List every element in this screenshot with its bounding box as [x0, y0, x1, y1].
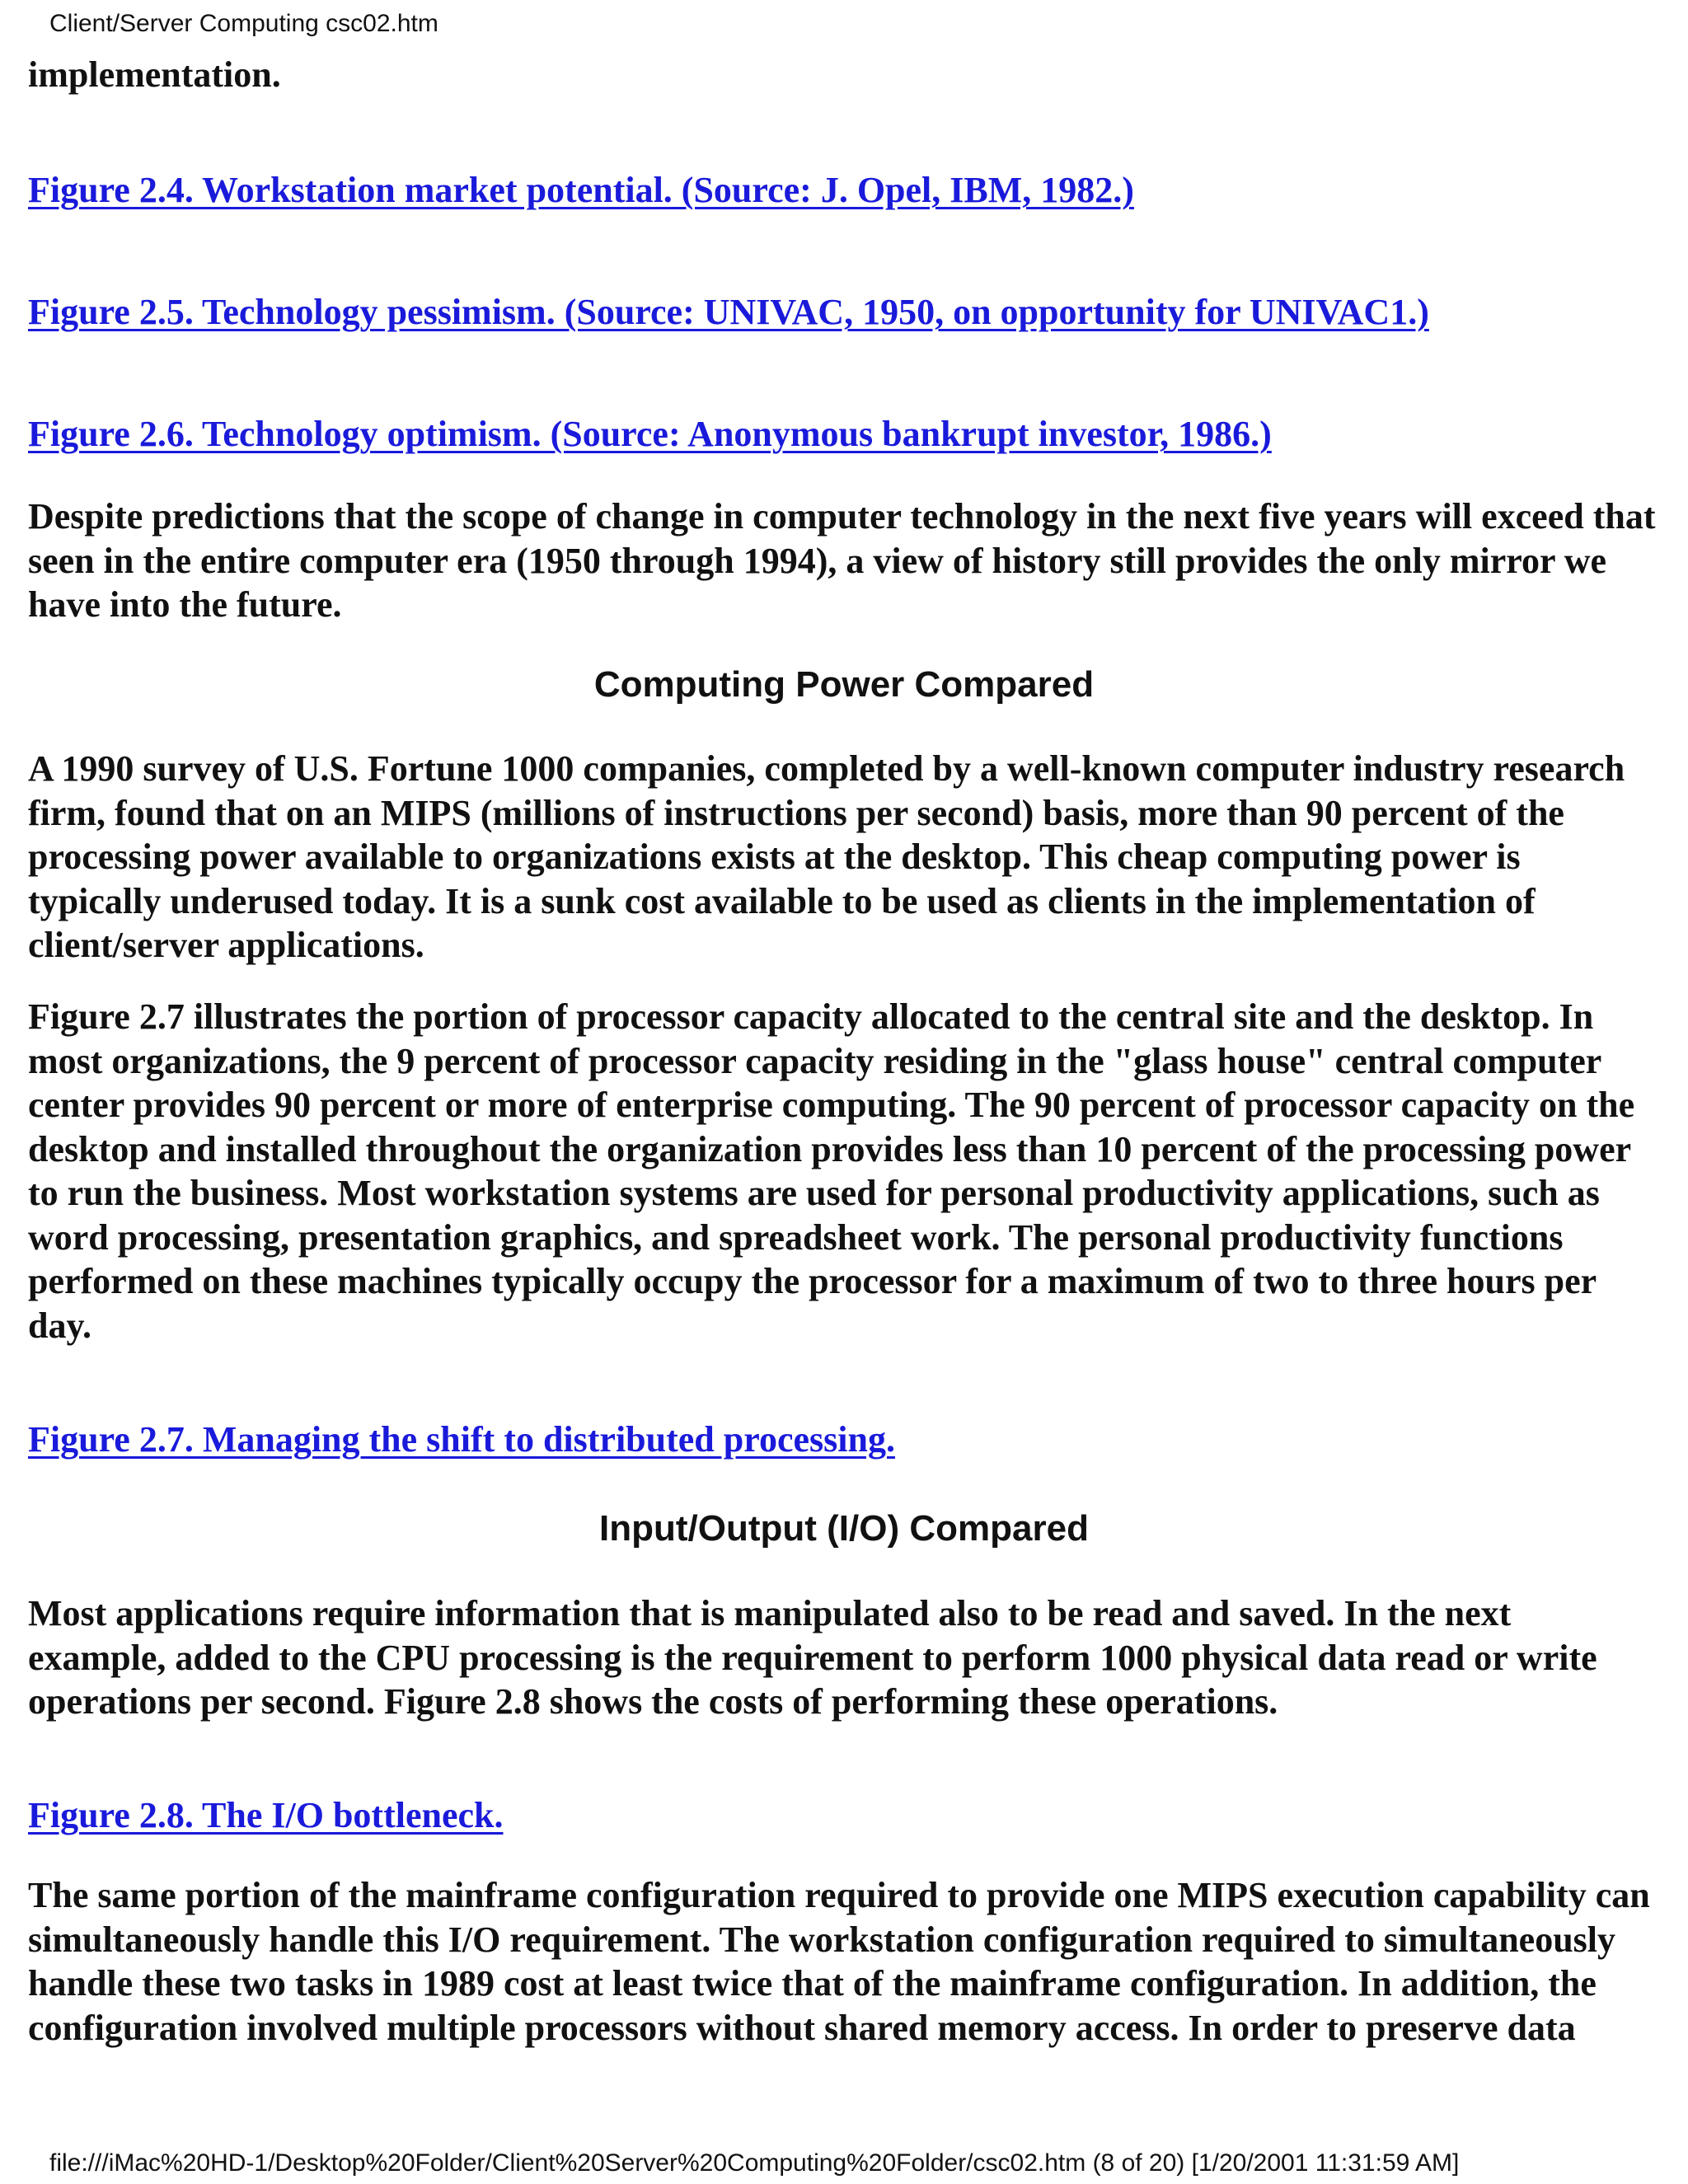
lead-text: implementation.: [28, 54, 281, 95]
figure-2-8-link[interactable]: Figure 2.8. The I/O bottleneck.: [28, 1795, 504, 1835]
paragraph-mainframe: The same portion of the mainframe configuration required to provide one MIPS execution capability can simultaneously handle this I/O requirement. The workstation configuration required to simultaneously handle these two tasks in 1989 cost at least twice that of the mainframe configuration. In addition, the configuration involved multiple processors without shared memory access. In order to preserve data: [28, 1875, 1650, 2048]
paragraph-io-example: Most applications require information that is manipulated also to be read and saved. In the next example, added to the CPU processing is the requirement to perform 1000 physical data read or write operations per second. Figure 2.8 shows the costs of performing these operations.: [28, 1593, 1597, 1722]
figure-2-4-link[interactable]: Figure 2.4. Workstation market potential. (Source: J. Opel, IBM, 1982.): [28, 170, 1134, 210]
paragraph-survey: A 1990 survey of U.S. Fortune 1000 companies, completed by a well-known computer industry research firm, found that on an MIPS (millions of instructions per second) basis, more than 90 percent of the processing power available to organizations exists at the desktop. This cheap computing power is typically underused today. It is a sunk cost available to be used as clients in the implementation of client/server applications.: [28, 748, 1625, 965]
figure-2-7-link[interactable]: Figure 2.7. Managing the shift to distributed processing.: [28, 1419, 895, 1460]
heading-computing-power: Computing Power Compared: [593, 664, 1095, 705]
figure-2-5-link[interactable]: Figure 2.5. Technology pessimism. (Source: UNIVAC, 1950, on opportunity for UNIVAC1.): [28, 292, 1429, 332]
paragraph-figure-2-7: Figure 2.7 illustrates the portion of processor capacity allocated to the central site and the desktop. In most organizations, the 9 percent of processor capacity residing in the "glass house" central computer center provides 90 percent or more of enterprise computing. The 90 percent of processor capacity on the desktop and installed throughout the organization provides less than 10 percent of the processing power to run the business. Most workstation systems are used for personal productivity applications, such as word processing, presentation graphics, and spreadsheet work. The personal productivity functions performed on these machines typically occupy the processor for a maximum of two to three hours per day.: [28, 996, 1635, 1346]
figure-2-6-link[interactable]: Figure 2.6. Technology optimism. (Source: Anonymous bankrupt investor, 1986.): [28, 414, 1272, 454]
print-footer: file:///iMac%20HD-1/Desktop%20Folder/Client%20Server%20Computing%20Folder/csc02.htm (8 of 20) [1/20/2001 11:31:59 AM]: [49, 2149, 1460, 2177]
print-header: Client/Server Computing csc02.htm: [49, 10, 438, 37]
paragraph-history: Despite predictions that the scope of change in computer technology in the next five years will exceed that seen in the entire computer era (1950 through 1994), a view of history still provides the only mirror we have into the future.: [28, 496, 1656, 625]
heading-io-compared: Input/Output (I/O) Compared: [599, 1508, 1089, 1549]
